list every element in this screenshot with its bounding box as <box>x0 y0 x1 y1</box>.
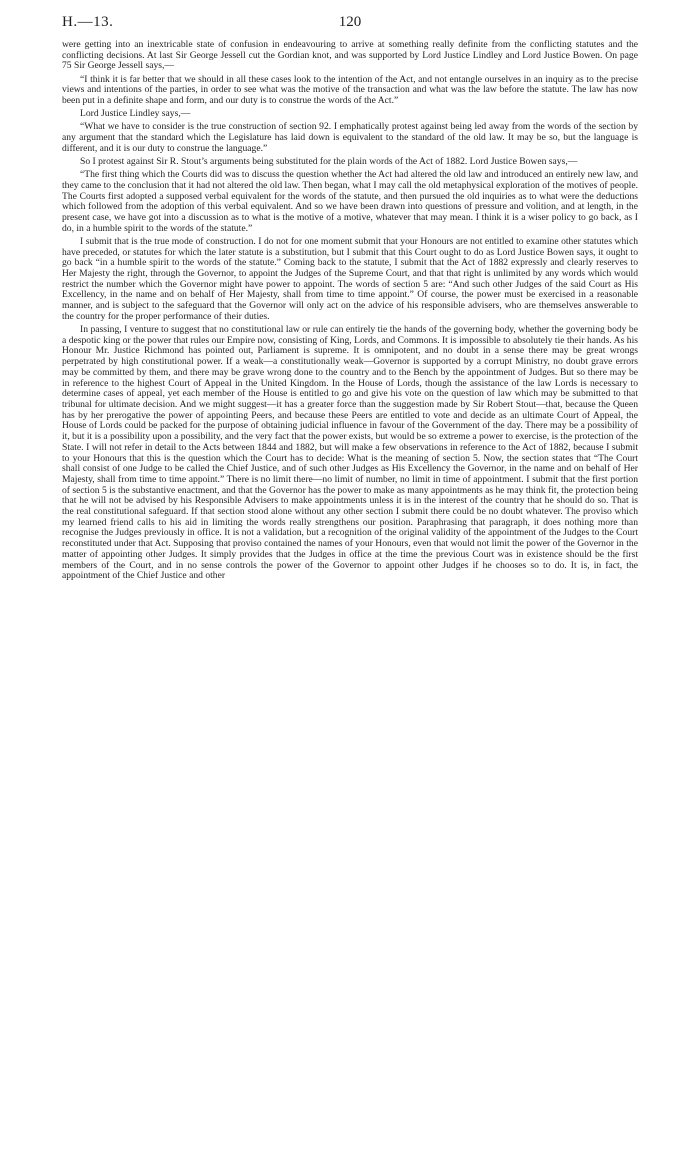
document-body <box>62 40 638 584</box>
page-header <box>62 14 638 36</box>
document-reference: H.—13. <box>62 14 114 30</box>
quote-paragraph: “What we have to consider is the true construction of section 92. I emphatically protest against being led away from the words of the section by any argument that the standard which the Legislature has laid down is equivalent to the standard of the old law. It may be so, but the language is different, and it is our duty to construe the language.” <box>62 121 638 154</box>
page-number: 120 <box>338 14 362 30</box>
paragraph: were getting into an inextricable state of confusion in endeavouring to arrive at something really definite from the conflicting statutes and the conflicting decisions. At last Sir George Jessell cut the Gordian knot, and was supported by Lord Justice Lindley and Lord Justice Bowen. On page 75 Sir George Jessell says,— <box>62 39 638 72</box>
paragraph: In passing, I venture to suggest that no constitutional law or rule can entirely tie the hands of the governing body, whether the governing body be a despotic king or the power that rules our Empire now, consisting of King, Lords, and Commons. It is impossible to absolutely tie their hands. As his Honour Mr. Justice Richmond has pointed out, Parliament is supreme. It is omnipotent, and no doubt in a sense there may be great wrongs perpetrated by high constitutional power. If a weak—a constitutionally weak—Governor is supported by a corrupt Ministry, no doubt grave errors may be committed by them, and there may be grave wrong done to the country and to the Bench by the appointment of Judges. But so there may be in reference to the highest Court of Appeal in the United Kingdom. In the House of Lords, though the assistance of the law Lords is necessary to determine cases of appeal, yet each member of the House is entitled to go and give his vote on the question of law which may be submitted to that tribunal for ultimate decision. And we might suggest—it has a greater force than the suggestion made by Sir Robert Stout—that, because the Queen has by her prerogative the power of appointing Peers, and because these Peers are entitled to vote and decide as an ultimate Court of Appeal, the House of Lords could be packed for the purpose of obtaining judicial influence in favour of the Government of the day. There may be a possibility of it, but it is a possibility upon a possibility, and the very fact that the power exists, but would be so extreme a power to exercise, is the protection of the State. I will not refer in detail to the Acts between 1844 and 1882, but will make a few observations in reference to the Act of 1882, because I submit to your Honours that this is the question which the Court has to decide: What is the meaning of section 5. Now, the section states that “The Court shall consist of one Judge to be called the Chief Justice, and of such other Judges as His Excellency the Governor, in the name and on behalf of Her Majesty, shall from time to time appoint.” There is no limit there—no limit of number, no limit in time of appointment. I submit that the first portion of section 5 is the substantive enactment, and that the Governor has the power to make as many appointments as he may think fit, the protection being that he will not be advised by his Responsible Advisers to make appointments unless it is in the interest of the country that he should do so. That is the real constitutional safeguard. If that section stood alone without any other section I submit there could be no doubt whatever. The proviso which my learned friend calls to his aid in limiting the words really strengthens our position. Paraphrasing that paragraph, it does nothing more than recognise the Judges previously in office. It is not a validation, but a recognition of the original validity of the appointment of the Judges to the Court reconstituted under that Act. Supposing that proviso contained the names of your Honours, even that would not limit the power of the Governor in the matter of appointing other Judges. It simply provides that the Judges in office at the time the previous Court was in existence should be the first members of the Court, and in no sense controls the power of the Governor to appoint other Judges if he chooses so to do. It is, in fact, the appointment of the Chief Justice and other <box>62 324 639 582</box>
paragraph: Lord Justice Lindley says,— <box>80 108 191 120</box>
quote-paragraph: “The first thing which the Courts did was to discuss the question whether the Act had altered the old law and introduced an entirely new law, and they came to the conclusion that it had not altered the old law. Then began, what I may call the old metaphysical exploration of the motives of people. The Courts first adopted a supposed verbal equivalent for the words of the statute, and then pursued the old inquiries as to what were the deductions which followed from the adoption of this verbal equivalent. And so we have been drawn into questions of pressure and volition, and at length, in the present case, we have got into a discussion as to what is the motive of a motive, whatever that may mean. I think it is a wiser policy to go back, as I do, in a humble spirit to the words of the statute.” <box>62 169 638 234</box>
paragraph: I submit that is the true mode of construction. I do not for one moment submit that your Honours are not entitled to examine other statutes which have preceded, or statutes for which the later statute is a substitution, but I submit that this Court ought to do as Lord Justice Bowen says, it ought to go back “in a humble spirit to the words of the statute.” Coming back to the statute, I submit that the Act of 1882 expressly and clearly reserves to Her Majesty the right, through the Governor, to appoint the Judges of the Supreme Court, and that that right is unlimited by any words which would restrict the number which the Governor might have power to appoint. The words of section 5 are: “And such other Judges of the said Court as His Excellency, in the name and on behalf of Her Majesty, shall from time to time appoint.” Of course, the power must be exercised in a reasonable manner, and is subject to the safeguard that the Governor will only act on the advice of his responsible advisers, who are themselves answerable to the country for the proper performance of their duties. <box>62 235 638 322</box>
quote-paragraph: “I think it is far better that we should in all these cases look to the intention of the Act, and not entangle ourselves in an inquiry as to the precise views and intentions of the parties, in order to see what was the motive of the transaction and what was the law before the statute. The law has now been put in a definite shape and form, and our duty is to construe the words of the Act.” <box>62 73 638 107</box>
paragraph: So I protest against Sir R. Stout’s arguments being substituted for the plain words of the Act of 1882. Lord Justice Bowen says,— <box>80 156 578 168</box>
